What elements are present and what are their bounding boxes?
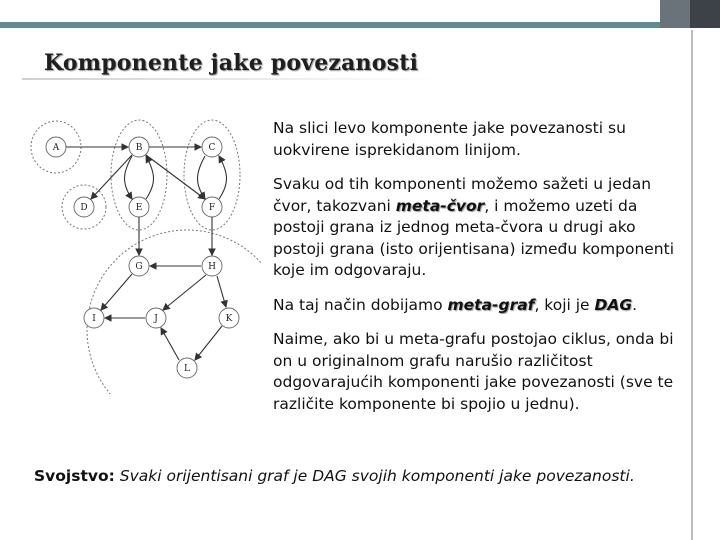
node-label-f: F xyxy=(208,203,216,213)
explanation-text xyxy=(273,118,685,428)
dag-term: DAG xyxy=(594,295,633,314)
node-label-j: J xyxy=(154,314,158,324)
right-divider xyxy=(691,30,693,540)
title-underline xyxy=(22,78,442,80)
property-text: Svaki orijentisani graf je DAG svojih komponenti jake povezanosti. xyxy=(119,467,635,485)
scc-graph-figure xyxy=(22,112,262,394)
node-label-h: H xyxy=(208,262,216,272)
edge-h-j xyxy=(163,275,206,310)
edge-b-f xyxy=(146,155,205,199)
node-label-d: D xyxy=(80,203,88,213)
p2-part: Svaku od tih komponenti možemo sažeti u jedan čvor, takozvani xyxy=(273,175,652,215)
property-statement xyxy=(34,466,694,487)
corner-block-dark xyxy=(690,0,720,28)
top-decor-bar xyxy=(0,0,720,26)
node-label-a: A xyxy=(52,143,60,153)
node-label-e: E xyxy=(135,203,143,213)
accent-band xyxy=(0,22,720,28)
paragraph-4: Naime, ako bi u meta-grafu postojao ciklus, onda bi on u originalnom grafu narušio različitost odgovarajućih komponenti jake povezanosti (sve te različite komponente bi spojio u jednu). xyxy=(273,330,674,413)
node-label-b: B xyxy=(135,143,143,153)
node-label-i: I xyxy=(92,314,96,324)
edge-f-c xyxy=(219,156,227,199)
edge-c-f xyxy=(198,156,206,199)
node-label-g: G xyxy=(135,262,143,272)
p3-part: , koji je xyxy=(534,295,595,314)
edge-h-k xyxy=(217,276,226,307)
edge-b-d xyxy=(91,155,132,199)
p3-part: Na taj način dobijamo xyxy=(273,295,448,314)
node-label-c: C xyxy=(208,143,216,153)
corner-block-light xyxy=(660,0,690,28)
meta-cvor-term: meta-čvor xyxy=(395,196,485,215)
node-label-l: L xyxy=(184,364,190,374)
property-label: Svojstvo: xyxy=(34,467,115,485)
paragraph-3 xyxy=(273,295,685,317)
edge-e-b xyxy=(146,156,154,199)
p3-part: . xyxy=(632,295,638,314)
p2-part: , i možemo uzeti da postoji grana iz jednog meta-čvora u drugi ako postoji grana (isto orijentisana) između komponenti koje im odgovaraju. xyxy=(273,196,675,279)
meta-graf-term: meta-graf xyxy=(447,295,535,314)
edge-k-l xyxy=(195,326,222,360)
paragraph-2 xyxy=(273,174,685,282)
slide-title: Komponente jake povezanosti xyxy=(44,50,419,76)
node-label-k: K xyxy=(225,314,233,324)
edge-g-i xyxy=(101,274,132,310)
edge-l-j xyxy=(161,328,179,360)
paragraph-1: Na slici levo komponente jake povezanosti su uokvirene isprekidanom linijom. xyxy=(273,119,626,159)
